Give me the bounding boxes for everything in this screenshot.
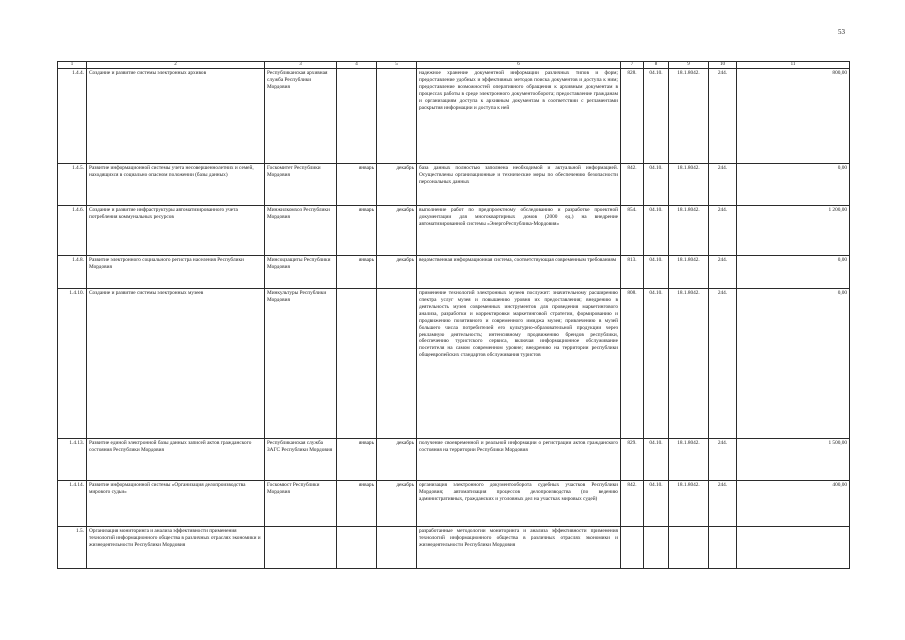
measure-name: Создание и развитие системы электронных музеев (87, 289, 265, 439)
table-row (58, 164, 850, 206)
code-col9: 18.1.8042. (669, 289, 709, 439)
row-number: 1.4.6. (58, 206, 87, 256)
start-period: январь (337, 206, 377, 256)
code-col8: 04.10. (644, 481, 669, 527)
code-col9: 18.1.8042. (669, 69, 709, 164)
column-number: 8 (644, 62, 669, 69)
column-number: 11 (737, 62, 850, 69)
code-col8: 04.10. (644, 439, 669, 481)
amount: 1 500,00 (737, 439, 850, 481)
executor: Минсоцзащиты Республики Мордовия (265, 256, 337, 289)
end-period: декабрь (377, 256, 417, 289)
code-col10 (709, 527, 737, 569)
code-col7: 842. (621, 481, 644, 527)
column-number: 10 (709, 62, 737, 69)
code-col8: 04.10. (644, 289, 669, 439)
row-number: 1.4.5. (58, 164, 87, 206)
end-period (377, 69, 417, 164)
column-number: 5 (377, 62, 417, 69)
measure-name: Организация мониторинга и анализа эффективности применения технологий информационного общества в различных отраслях экономики и жизнедеятельности Республики Мордовия (87, 527, 265, 569)
expected-result: организация электронного документооборота судебных участков Республики Мордовия; автоматизация процессов делопроизводства (по ведению административных, гражданских и уголовных дел на участках мировых судей) (417, 481, 621, 527)
column-number: 7 (621, 62, 644, 69)
executor: Госкомюст Республики Мордовия (265, 481, 337, 527)
start-period: январь (337, 164, 377, 206)
amount: 0,00 (737, 164, 850, 206)
row-number: 1.4.8. (58, 256, 87, 289)
executor: Минкультуры Республики Мордовия (265, 289, 337, 439)
amount: 800,00 (737, 69, 850, 164)
amount (737, 527, 850, 569)
expected-result: надежное хранение документной информации различных типов и форм; предоставление удобных и эффективных методов поиска документов и доступа к ним; предоставление возможностей оперативного обращения к архивным документам в процессах работы в среде электронного документооборота; предоставление гражданам и организациям доступа к архивным документам в соответствии с регламентами раскрытия информации и доступа к ней (417, 69, 621, 164)
code-col10: 244. (709, 164, 737, 206)
expected-result: база данных полностью заполнена необходимой и актуальной информацией. Осуществлены организационные и технические меры по обеспечению безопасности персональных данных (417, 164, 621, 206)
amount: 400,00 (737, 481, 850, 527)
table-row (58, 439, 850, 481)
code-col8: 04.10. (644, 69, 669, 164)
start-period (337, 527, 377, 569)
code-col10: 244. (709, 481, 737, 527)
code-col7: 828. (621, 69, 644, 164)
code-col7: 813. (621, 256, 644, 289)
column-number: 9 (669, 62, 709, 69)
measure-name: Развитие электронного социального регистра населения Республики Мордовия (87, 256, 265, 289)
code-col7: 808. (621, 289, 644, 439)
column-number: 6 (417, 62, 621, 69)
code-col10: 244. (709, 206, 737, 256)
row-number: 1.4.14. (58, 481, 87, 527)
column-number: 4 (337, 62, 377, 69)
expected-result: ведомственная информационная система, соответствующая современным требованиям (417, 256, 621, 289)
start-period: январь (337, 481, 377, 527)
row-number: 1.4.13. (58, 439, 87, 481)
plan-table (57, 61, 850, 569)
column-number: 2 (87, 62, 265, 69)
end-period (377, 289, 417, 439)
start-period: январь (337, 256, 377, 289)
end-period: декабрь (377, 164, 417, 206)
code-col7 (621, 527, 644, 569)
end-period: декабрь (377, 439, 417, 481)
executor: Госкомитет Республики Мордовия (265, 164, 337, 206)
executor (265, 527, 337, 569)
amount: 0,00 (737, 289, 850, 439)
page-number: 53 (838, 28, 845, 36)
measure-name: Создание и развитие системы электронных архивов (87, 69, 265, 164)
row-number: 1.5. (58, 527, 87, 569)
measure-name: Развитие информационной системы учета несовершеннолетних и семей, находящихся в социально опасном положении (базы данных) (87, 164, 265, 206)
measure-name: Создание и развитие инфраструктуры автоматизированного учета потребления коммунальных ресурсов (87, 206, 265, 256)
code-col10: 244. (709, 289, 737, 439)
table-row (58, 289, 850, 439)
expected-result: получение своевременной и реальной информации о регистрации актов гражданского состояния на территории Республики Мордовия (417, 439, 621, 481)
code-col10: 244. (709, 69, 737, 164)
column-number: 1 (58, 62, 87, 69)
code-col9 (669, 527, 709, 569)
code-col10: 244. (709, 256, 737, 289)
table-row (58, 527, 850, 569)
executor: Минжилкомхоз Республики Мордовия (265, 206, 337, 256)
measure-name: Развитие информационной системы «Организация делопроизводства мирового судьи» (87, 481, 265, 527)
code-col7: 842. (621, 164, 644, 206)
executor: Республиканская архивная служба Республики Мордовия (265, 69, 337, 164)
start-period: январь (337, 439, 377, 481)
amount: 1 200,00 (737, 206, 850, 256)
expected-result: применение технологий электронных музеев послужит: значительному расширению спектра услуг музея и повышению уровня их предоставления; внедрению в деятельность музея современных инструментов для проведения маркетингового анализа, разработки и корректировки маркетинговой стратегии, формированию и продвижению позитивного и современного имиджа музея; привлечению в музей большего числа потребителей его культурно-образовательной продукции через рекламную деятельность; интенсивному продвижению брендов республики, обеспечению туристского сервиса, включая информационное обслуживание посетителя на самом современном уровне; внедрению на территории республики общеевропейских стандартов обслуживания туристов (417, 289, 621, 439)
code-col8: 04.10. (644, 206, 669, 256)
code-col7: 829. (621, 439, 644, 481)
code-col8: 04.10. (644, 256, 669, 289)
end-period (377, 527, 417, 569)
amount: 0,00 (737, 256, 850, 289)
end-period: декабрь (377, 481, 417, 527)
table-row (58, 206, 850, 256)
code-col9: 18.1.8042. (669, 256, 709, 289)
start-period (337, 289, 377, 439)
row-number: 1.4.10. (58, 289, 87, 439)
table-row (58, 256, 850, 289)
code-col10: 244. (709, 439, 737, 481)
code-col8 (644, 527, 669, 569)
end-period: декабрь (377, 206, 417, 256)
executor: Республиканская служба ЗАГС Республики Мордовия (265, 439, 337, 481)
measure-name: Развитие единой электронной базы данных записей актов гражданского состояния Республики Мордовия (87, 439, 265, 481)
code-col9: 18.1.8042. (669, 439, 709, 481)
code-col8: 04.10. (644, 164, 669, 206)
row-number: 1.4.4. (58, 69, 87, 164)
code-col7: 854. (621, 206, 644, 256)
code-col9: 18.1.8042. (669, 481, 709, 527)
code-col9: 18.1.8042. (669, 206, 709, 256)
expected-result: разработанные методологии мониторинга и анализа эффективности применения технологий информационного общества в различных отраслях экономики и жизнедеятельности Республики Мордовия (417, 527, 621, 569)
table-row (58, 69, 850, 164)
expected-result: выполнение работ по предпроектному обследованию и разработке проектной документации для многоквартирных домов (2000 ед.) на внедрение автоматизированной системы «ЭнергоРеспублика-Мордовия» (417, 206, 621, 256)
code-col9: 18.1.8042. (669, 164, 709, 206)
start-period (337, 69, 377, 164)
column-number-row (58, 62, 850, 69)
column-number: 3 (265, 62, 337, 69)
table-row (58, 481, 850, 527)
